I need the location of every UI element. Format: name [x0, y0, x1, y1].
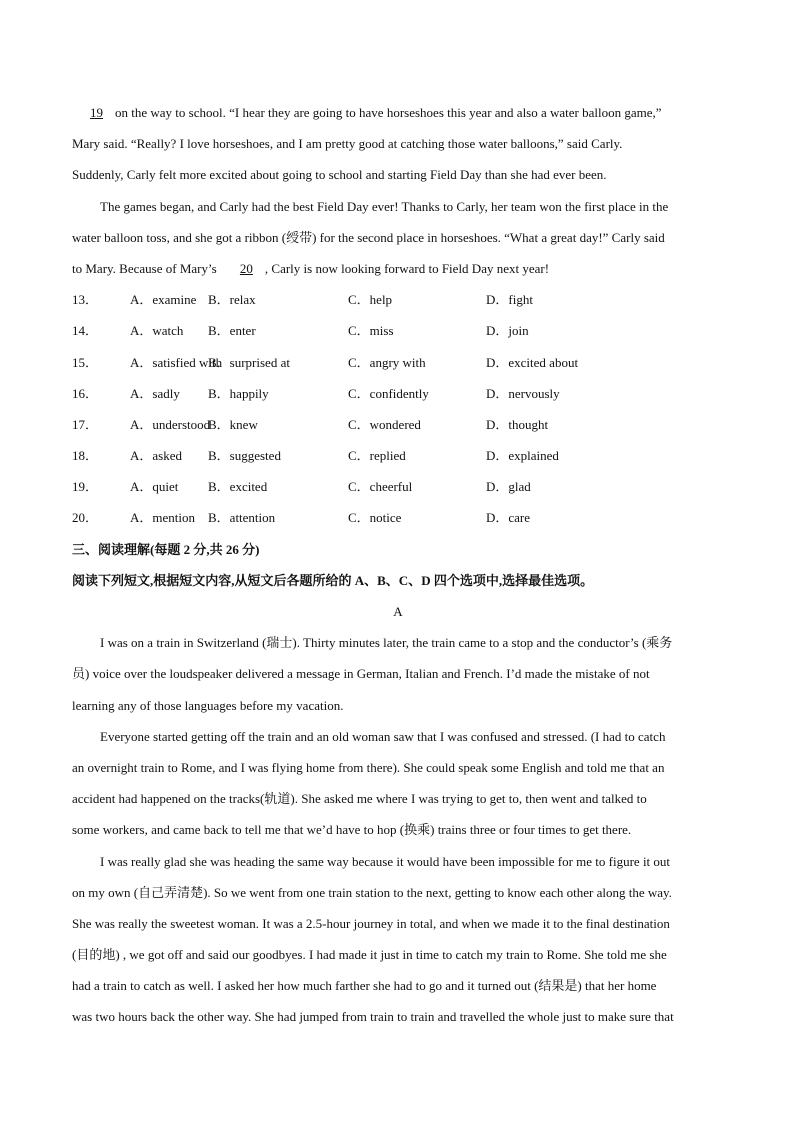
- option-a: A．satisfied with: [130, 354, 223, 370]
- section-instruction: 阅读下列短文,根据短文内容,从短文后各题所给的 A、B、C、D 四个选项中,选择最佳选项。: [72, 572, 594, 588]
- option-a: A．examine: [130, 292, 197, 308]
- option-b: B．enter: [208, 323, 256, 339]
- option-c: C．cheerful: [348, 479, 413, 495]
- option-a: A．mention: [130, 510, 195, 526]
- option-b: B．surprised at: [208, 354, 290, 370]
- passage-line: Suddenly, Carly felt more excited about going to school and starting Field Day than she had ever been.: [72, 167, 607, 183]
- option-d: D．care: [486, 510, 531, 526]
- blank-20: 20: [239, 260, 253, 276]
- option-c: C．notice: [348, 510, 402, 526]
- passage-line: She was really the sweetest woman. It was a 2.5-hour journey in total, and when we made it to the final destination: [72, 915, 670, 931]
- question-row: [72, 315, 724, 346]
- option-d: D．glad: [486, 479, 531, 495]
- option-c: C．angry with: [348, 354, 426, 370]
- option-d: D．join: [486, 323, 529, 339]
- question-number: 20．: [72, 510, 99, 526]
- question-number: 13．: [72, 292, 99, 308]
- question-row: [72, 409, 724, 440]
- question-row: [72, 378, 724, 409]
- text: on the way to school. “I hear they are going to have horseshoes this year and also a water balloon game,”: [115, 105, 662, 120]
- passage-line: on my own (自己弄清楚). So we went from one train station to the next, getting to know each other along the way.: [72, 884, 672, 900]
- option-c: C．wondered: [348, 416, 421, 432]
- option-a: A．understood: [130, 416, 211, 432]
- option-a: A．asked: [130, 448, 182, 464]
- section-heading: 三、阅读理解(每题 2 分,共 26 分): [72, 541, 260, 557]
- text: , Carly is now looking forward to Field Day next year!: [264, 260, 550, 276]
- option-b: B．suggested: [208, 448, 281, 464]
- option-a: A．sadly: [130, 385, 180, 401]
- question-number: 15．: [72, 354, 99, 370]
- passage-line: accident had happened on the tracks(轨道). She asked me where I was trying to get to, then went and talked to: [72, 791, 647, 807]
- question-list: [72, 284, 724, 534]
- passage-label: A: [393, 604, 403, 619]
- passage-line: an overnight train to Rome, and I was flying home from there). She could speak some English and told me that an: [72, 759, 665, 775]
- option-b: B．excited: [208, 479, 268, 495]
- passage-line: Mary said. “Really? I love horseshoes, and I am pretty good at catching those water balloons,” said Carly.: [72, 136, 623, 152]
- option-c: C．confidently: [348, 385, 429, 401]
- passage-line: [72, 97, 724, 128]
- blank-19: 19: [90, 105, 103, 120]
- option-b: B．knew: [208, 416, 258, 432]
- option-d: D．explained: [486, 448, 559, 464]
- passage-line: The games began, and Carly had the best Field Day ever! Thanks to Carly, her team won the first place in the: [100, 198, 669, 214]
- passage-line: Everyone started getting off the train and an old woman saw that I was confused and stressed. (I had to catch: [100, 728, 666, 744]
- option-d: D．thought: [486, 416, 549, 432]
- option-c: C．miss: [348, 323, 394, 339]
- passage-line: I was on a train in Switzerland (瑞士). Thirty minutes later, the train came to a stop and the conductor’s (乘务: [100, 635, 673, 651]
- option-d: D．nervously: [486, 385, 560, 401]
- option-b: B．happily: [208, 385, 269, 401]
- question-number: 18．: [72, 448, 99, 464]
- question-row: [72, 440, 724, 471]
- option-b: B．attention: [208, 510, 276, 526]
- question-row: [72, 471, 724, 502]
- passage-line: had a train to catch as well. I asked her how much farther she had to go and it turned out (结果是) that her home: [72, 978, 657, 994]
- text: to Mary. Because of Mary’s: [72, 260, 220, 276]
- passage-a: [72, 627, 724, 1032]
- passage-line: was two hours back the other way. She had jumped from train to train and travelled the whole just to make sure that: [72, 1009, 674, 1025]
- passage-line: (目的地) , we got off and said our goodbyes. I had made it just in time to catch my train to Rome. She told me she: [72, 947, 667, 963]
- option-b: B．relax: [208, 292, 256, 308]
- question-row: [72, 502, 724, 533]
- question-number: 14．: [72, 323, 99, 339]
- passage-line: 员) voice over the loudspeaker delivered a message in German, Italian and French. I’d made the mistake of not: [72, 666, 650, 682]
- passage-line: some workers, and came back to tell me that we’d have to hop (换乘) trains three or four times to get there.: [72, 822, 632, 838]
- passage-line: I was really glad she was heading the same way because it would have been impossible for me to figure it out: [100, 853, 671, 869]
- option-a: A．quiet: [130, 479, 179, 495]
- exam-page: [72, 97, 724, 1033]
- question-row: [72, 284, 724, 315]
- option-c: C．help: [348, 292, 393, 308]
- question-number: 17．: [72, 416, 99, 432]
- question-number: 19．: [72, 479, 99, 495]
- option-d: D．fight: [486, 292, 533, 308]
- question-number: 16．: [72, 385, 99, 401]
- passage-line: learning any of those languages before my vacation.: [72, 697, 344, 713]
- passage-line: water balloon toss, and she got a ribbon (绶带) for the second place in horseshoes. “What a great day!” Carly said: [72, 229, 665, 245]
- question-row: [72, 347, 724, 378]
- passage-line: [72, 253, 724, 284]
- option-a: A．watch: [130, 323, 184, 339]
- option-c: C．replied: [348, 448, 406, 464]
- option-d: D．excited about: [486, 354, 579, 370]
